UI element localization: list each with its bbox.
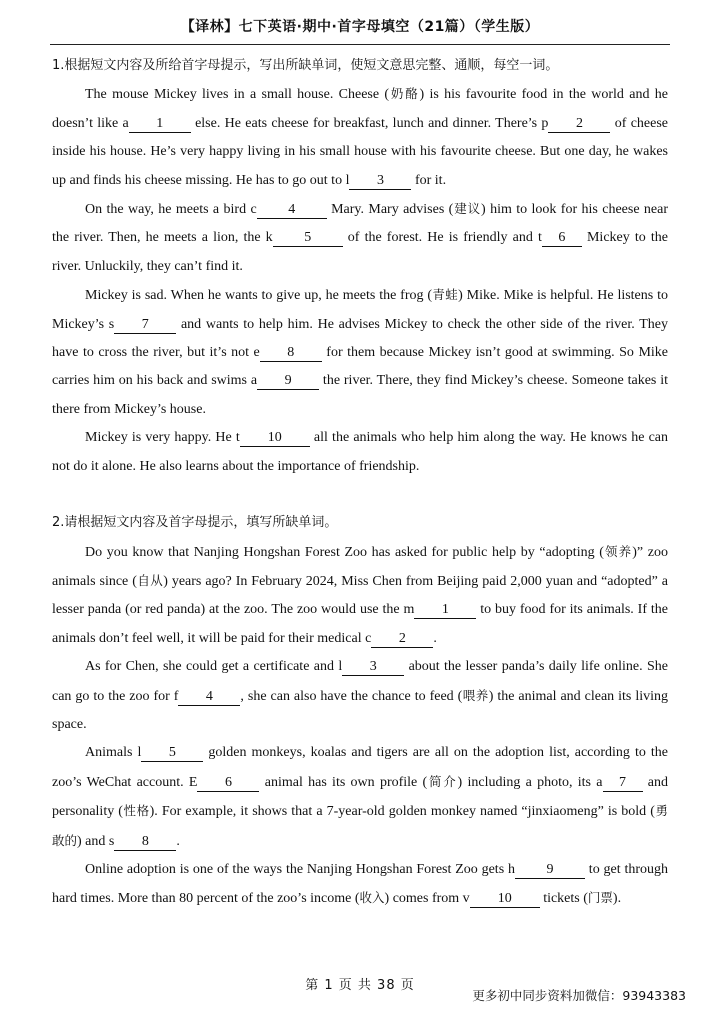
header-divider — [50, 44, 670, 45]
q1-paragraph-2: On the way, he meets a bird c 4 Mary. Mary advises (建议) him to look for his cheese near the river. Then, he meets a lion, the k 5 of the forest. He is friendly and t 6 Mickey to the river. Unluckily, they can’t find it. — [52, 201, 669, 274]
q2-blank-5[interactable]: 5 — [141, 745, 203, 762]
q2-blank-9[interactable]: 9 — [515, 862, 585, 879]
q1-blank-9[interactable]: 9 — [257, 373, 319, 390]
footer-contact-note: 更多初中同步资料加微信：93943383 — [472, 988, 686, 1003]
q1-blank-8[interactable]: 8 — [260, 345, 322, 362]
document-body — [52, 52, 668, 914]
q2-paragraph-4: Online adoption is one of the ways the Nanjing Hongshan Forest Zoo gets h 9 to get through hard times. More than 80 percent of the zoo’s income (收入) comes from v 10 tickets (门票). — [52, 861, 668, 907]
question-2-instruction: 2.请根据短文内容及首字母提示，填写所缺单词。 — [52, 515, 338, 531]
q2-paragraph-3: Animals l 5 golden monkeys, koalas and tigers are all on the adoption list, according to the zoo’s WeChat account. E 6 animal has its own profile (简介) including a photo, its a 7 and personality (性格). For example, it shows that a 7-year-old golden monkey named “jinxiaomeng” is bold (勇敢的) and s 8 . — [52, 745, 668, 849]
q1-blank-10[interactable]: 10 — [240, 430, 310, 447]
q1-paragraph-4: Mickey is very happy. He t 10 all the animals who help him along the way. He knows he can not do it alone. He also learns about the importance of friendship. — [52, 430, 669, 474]
q2-paragraph-2: As for Chen, she could get a certificate and l 3 about the lesser panda’s daily life online. She can go to the zoo for f 4 , she can also have the chance to feed (喂养) the animal and clean its living space. — [52, 659, 668, 732]
q1-blank-4[interactable]: 4 — [257, 202, 327, 219]
q1-blank-2[interactable]: 2 — [548, 116, 610, 133]
q1-paragraph-3: Mickey is sad. When he wants to give up, he meets the frog (青蛙) Mike. Mike is helpful. He listens to Mickey’s s 7 and wants to help him. He advises Mickey to check the other side of the river. They have to cross the river, but it’s not e 8 for them because Mickey isn’t good at swimming. So Mike carries him on his back and swims a 9 the river. There, they find Mickey’s cheese. Someone takes it there from Mickey’s house. — [52, 287, 669, 417]
q2-blank-8[interactable]: 8 — [114, 834, 176, 851]
page-number: 第 1 页 共 38 页 — [305, 978, 415, 993]
question-1-instruction: 1.根据短文内容及所给首字母提示，写出所缺单词，使短文意思完整、通顺，每空一词。 — [52, 58, 559, 73]
q2-blank-10[interactable]: 10 — [470, 891, 540, 908]
q2-blank-2[interactable]: 2 — [371, 631, 433, 648]
q1-blank-1[interactable]: 1 — [129, 116, 191, 133]
q1-blank-6[interactable]: 6 — [542, 230, 582, 247]
q2-blank-7[interactable]: 7 — [603, 775, 643, 792]
q1-blank-5[interactable]: 5 — [273, 230, 343, 247]
q2-paragraph-1: Do you know that Nanjing Hongshan Forest Zoo has asked for public help by “adopting (领养)” zoo animals since (自从) years ago? In February 2024, Miss Chen from Beijing paid 2,000 yuan and “adopted” a lesser panda (or red panda) at the zoo. The zoo would use the m 1 to buy food for its animals. If the animals don’t feel well, it will be paid for their medical c 2 . — [52, 543, 668, 646]
q2-blank-3[interactable]: 3 — [342, 659, 404, 676]
q1-blank-3[interactable]: 3 — [349, 173, 411, 190]
q1-blank-7[interactable]: 7 — [114, 317, 176, 334]
q2-blank-1[interactable]: 1 — [414, 602, 476, 619]
q2-blank-6[interactable]: 6 — [197, 775, 259, 792]
section-gap — [52, 481, 668, 509]
page-header-title: 【译林】七下英语·期中·首字母填空（21篇）（学生版） — [180, 19, 540, 35]
q1-paragraph-1: The mouse Mickey lives in a small house. Cheese (奶酪) is his favourite food in the world and he doesn’t like a 1 else. He eats cheese for breakfast, lunch and dinner. There’s p 2 of cheese inside his house. He’s very happy living in his small house with his favourite cheese. But one day, he wakes up and finds his cheese missing. He has to go out to l 3 for it. — [52, 86, 669, 188]
q2-blank-4[interactable]: 4 — [178, 689, 240, 706]
